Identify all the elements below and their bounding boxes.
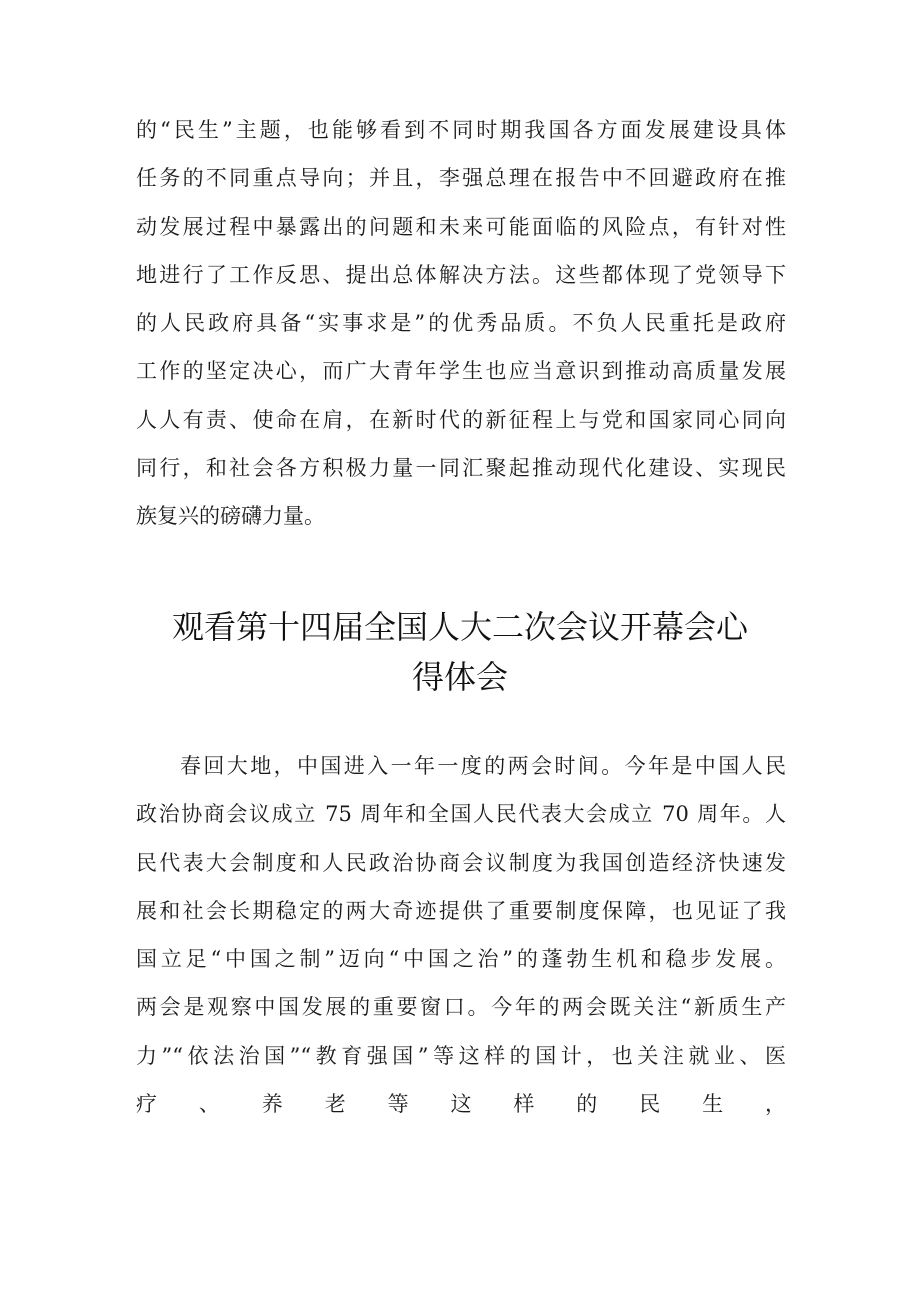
text-line: 春回大地，中国进入一年一度的两会时间。今年是中国人民	[180, 754, 786, 778]
section-title-line-2: 得体会	[411, 658, 508, 696]
text-line: 民代表大会制度和人民政治协商会议制度为我国创造经济快速发	[136, 850, 786, 875]
text-line: 国立足“中国之制”迈向“中国之治”的蓬勃生机和稳步发展。	[136, 947, 786, 972]
text-line: 力”“依法治国”“教育强国”等这样的国计，也关注就业、医	[136, 1043, 786, 1068]
text-line: 展和社会长期稳定的两大奇迹提供了重要制度保障，也见证了我	[136, 898, 786, 923]
text-line: 人人有责、使命在肩，在新时代的新征程上与党和国家同心同向	[136, 407, 786, 432]
text-line: 的“民生”主题，也能够看到不同时期我国各方面发展建设具体	[136, 118, 786, 142]
text-line: 地进行了工作反思、提出总体解决方法。这些都体现了党领导下	[136, 262, 786, 287]
text-line: 工作的坚定决心，而广大青年学生也应当意识到推动高质量发展	[136, 359, 786, 384]
text-line: 两会是观察中国发展的重要窗口。今年的两会既关注“新质生产	[136, 995, 786, 1020]
section-title	[100, 602, 820, 702]
text-line: 的人民政府具备“实事求是”的优秀品质。不负人民重托是政府	[136, 311, 786, 336]
body-paragraph	[136, 742, 786, 1128]
text-line: 族复兴的磅礴力量。	[136, 504, 325, 529]
text-line: 动发展过程中暴露出的问题和未来可能面临的风险点，有针对性	[136, 214, 786, 239]
body-paragraph-continued	[136, 106, 786, 541]
text-line: 同行，和社会各方积极力量一同汇聚起推动现代化建设、实现民	[136, 456, 786, 481]
text-line: 疗 、 养 老 等 这 样 的 民 生 ，	[136, 1092, 786, 1117]
text-line: 任务的不同重点导向；并且，李强总理在报告中不回避政府在推	[136, 166, 786, 191]
text-line: 政治协商会议成立 75 周年和全国人民代表大会成立 70 周年。人	[136, 802, 786, 827]
section-title-line-1: 观看第十四届全国人大二次会议开幕会心	[171, 608, 748, 646]
